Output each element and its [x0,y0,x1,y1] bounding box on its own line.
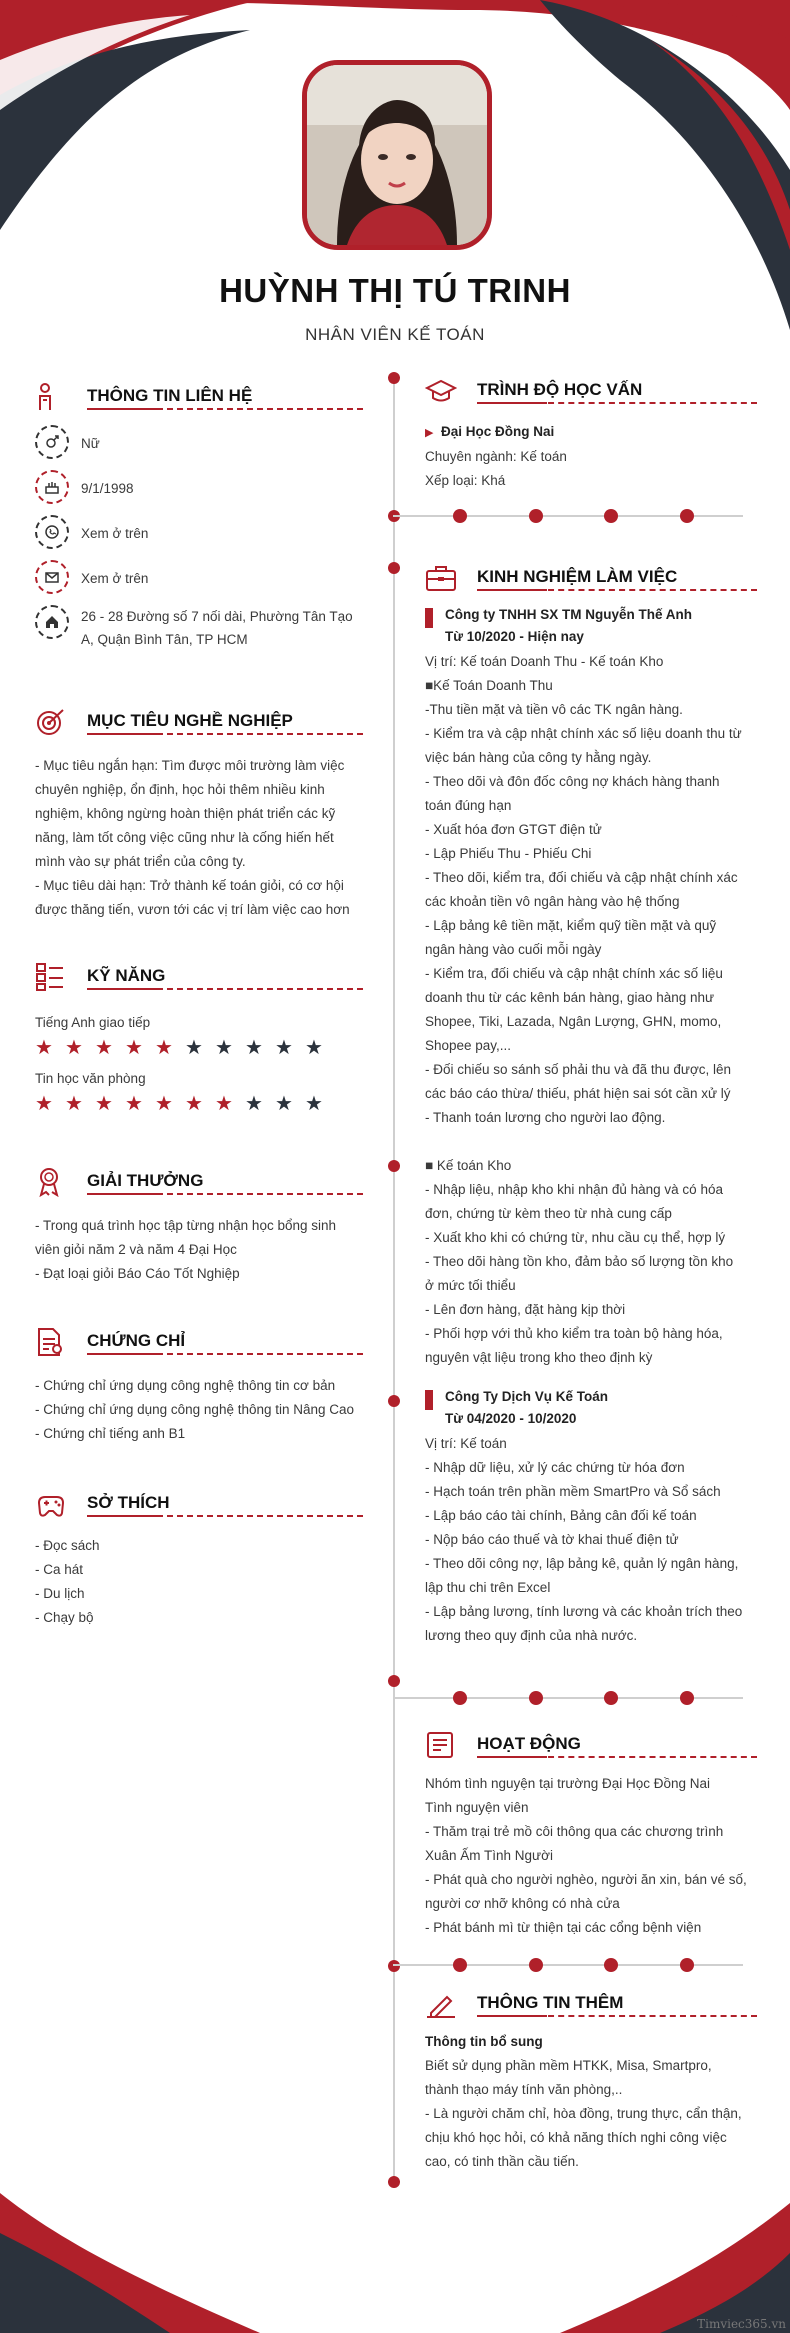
section-separator [393,1697,743,1699]
more-info-line: cao, có tinh thần cầu tiến. [425,2154,579,2169]
star-empty-icon: ★ [305,1037,323,1059]
star-filled-icon: ★ [125,1093,143,1115]
timeline-dot [388,562,400,574]
star-filled-icon: ★ [35,1093,53,1115]
award-medal-icon [35,1167,67,1197]
job-detail-line: ở mức tối thiểu [425,1278,516,1293]
job-detail-line: - Lập Phiếu Thu - Phiếu Chi [425,846,592,861]
activity-list-icon [425,1730,457,1760]
job-detail-line: - Kiểm tra, đối chiếu và cập nhật chính xác số liệu [425,966,723,981]
gender-icon [35,425,69,459]
objective-line: - Mục tiêu dài hạn: Trở thành kế toán giỏi, có cơ hội [35,878,344,893]
section-title: KỸ NĂNG [87,966,166,985]
timeline-dot [388,1395,400,1407]
awards-section-header [35,1167,363,1197]
skill-name: Tin học văn phòng [35,1071,146,1086]
education-section-header [425,376,757,406]
activities-text [425,1772,757,1940]
objective-section-header [35,707,363,737]
job-detail-line: - Theo dõi, kiểm tra, đối chiếu và cập nhật chính xác [425,870,738,885]
footer-wave-decoration [0,2193,790,2333]
company-name: Công ty TNHH SX TM Nguyễn Thế Anh [445,607,692,622]
certificates-section-header [35,1327,363,1357]
star-filled-icon: ★ [95,1093,113,1115]
skill-name: Tiếng Anh giao tiếp [35,1015,151,1030]
star-empty-icon: ★ [185,1037,203,1059]
job-detail-line: toán đúng hạn [425,798,512,813]
more-info-text [425,2054,757,2174]
contact-dob [35,470,363,510]
job-detail-line: các báo cáo thừa/ thiếu, phát hiện sai sót cần xử lý [425,1086,731,1101]
job-dates: Từ 10/2020 - Hiện nay [445,629,584,644]
job-detail-line: - Nhập liệu, nhập kho khi nhận đủ hàng và có hóa [425,1182,723,1197]
star-filled-icon: ★ [35,1037,53,1059]
job-detail-line: - Xuất hóa đơn GTGT điện tử [425,822,602,837]
objective-line: được thăng tiến, vươn tới các vị trí làm việc cao hơn [35,902,350,917]
star-filled-icon: ★ [65,1037,83,1059]
job-description [425,1432,757,1648]
hobbies-section-header [35,1489,363,1519]
job-detail-line: - Nhập dữ liệu, xử lý các chứng từ hóa đơn [425,1460,685,1475]
job-detail-line: ngân hàng vào cuối mỗi ngày [425,942,602,957]
award-line: - Đạt loại giỏi Báo Cáo Tốt Nghiệp [35,1266,240,1281]
section-underline [87,408,363,410]
skills-checklist-icon [35,962,67,992]
objective-line: mình vào sự phát triển của công ty. [35,854,246,869]
more-info-line: Biết sử dụng phần mềm HTKK, Misa, Smartpro, [425,2058,712,2073]
job-detail-line: - Hạch toán trên phần mềm SmartPro và Sổ sách [425,1484,721,1499]
experience-section-header [425,563,757,593]
job-detail-line: - Đối chiếu so sánh số phải thu và đã thu được, lên [425,1062,732,1077]
activity-line: Tình nguyện viên [425,1800,529,1815]
section-underline [477,589,757,591]
more-info-section-header [425,1989,757,2019]
section-title: SỞ THÍCH [87,1493,170,1512]
phone-value: Xem ở trên [81,526,149,541]
certificate-line: - Chứng chỉ tiếng anh B1 [35,1426,186,1441]
phone-icon [35,515,69,549]
birthday-cake-icon [35,470,69,504]
target-icon [35,707,67,737]
dob-value: 9/1/1998 [81,481,134,496]
section-title: MỤC TIÊU NGHỀ NGHIỆP [87,711,293,730]
pen-writing-icon [425,1989,457,2019]
award-line: - Trong quá trình học tập từng nhận học bổng sinh [35,1218,336,1233]
timeline-line [393,378,395,2188]
section-underline [477,2015,757,2017]
activity-line: - Phát quà cho người nghèo, người ăn xin, bán vé số, [425,1872,747,1887]
star-empty-icon: ★ [305,1093,323,1115]
objective-line: chuyên nghiệp, ổn định, học hỏi thêm nhiều kinh [35,782,325,797]
job-detail-line: - Nộp báo cáo thuế và tờ khai thuế điện tử [425,1532,679,1547]
education-grade: Xếp loại: Khá [425,473,506,488]
job-detail-line: - Lập báo cáo tài chính, Bảng cân đối kế toán [425,1508,697,1523]
job-detail-line: - Lên đơn hàng, đặt hàng kịp thời [425,1302,626,1317]
timeline-dot [388,2176,400,2188]
job-detail-line: lập thu chi trên Excel [425,1580,551,1595]
star-filled-icon: ★ [155,1093,173,1115]
section-underline [477,1756,757,1758]
address-line: A, Quận Bình Tân, TP HCM [81,632,248,647]
award-line: viên giỏi năm 2 và năm 4 Đại Học [35,1242,237,1257]
star-filled-icon: ★ [125,1037,143,1059]
job-detail-line: Shopee, Tiki, Lazada, Ngân Lượng, GHN, momo, [425,1014,722,1029]
objective-line: nghiệm, không ngừng hoàn thiện phát triển các kỹ [35,806,336,821]
watermark: Timviec365.vn [697,2317,786,2331]
contact-phone [35,515,363,555]
certificates-text [35,1374,363,1446]
briefcase-icon [425,563,457,593]
education-text [425,420,757,493]
job-description [425,650,757,1370]
section-underline [87,1353,363,1355]
section-title: CHỨNG CHỈ [87,1331,186,1350]
gender-value: Nữ [81,436,100,451]
job-detail-line: - Lập bảng kê tiền mặt, kiểm quỹ tiền mặt và quỹ [425,918,717,933]
certificate-line: - Chứng chỉ ứng dụng công nghệ thông tin cơ bản [35,1378,336,1393]
email-value: Xem ở trên [81,571,149,586]
star-filled-icon: ★ [185,1093,203,1115]
skill-rating [35,1094,325,1114]
hobby-line: - Chạy bộ [35,1610,94,1625]
more-info-line: thành thạo máy tính văn phòng,.. [425,2082,623,2097]
home-icon [35,605,69,639]
job-detail-line: ■ Kế toán Kho [425,1158,512,1173]
email-icon [35,560,69,594]
more-info-line: - Là người chăm chỉ, hòa đồng, trung thực, cẩn thận, [425,2106,742,2121]
objective-text [35,754,363,922]
job-detail-line: - Xuất kho khi có chứng từ, nhu cầu cụ thể, hợp lý [425,1230,726,1245]
job-detail-line: - Theo dõi hàng tồn kho, đảm bảo số lượng tồn kho [425,1254,734,1269]
activity-line: - Thăm trại trẻ mồ côi thông qua các chương trình [425,1824,724,1839]
job-detail-line: đơn, chứng từ kèm theo từ nhà cung cấp [425,1206,672,1221]
gamepad-heart-icon [35,1489,67,1519]
timeline-dot [388,372,400,384]
skill-rating [35,1038,325,1058]
section-separator [393,515,743,517]
person-info-icon [35,382,67,412]
section-title: KINH NGHIỆM LÀM VIỆC [477,567,678,586]
job-detail-line: - Phối hợp với thủ kho kiểm tra toàn bộ hàng hóa, [425,1326,723,1341]
job-detail-line: nguyên vật liệu trong kho theo định kỳ [425,1350,653,1365]
address-line: 26 - 28 Đường số 7 nối dài, Phường Tân Tạo [81,609,353,624]
graduation-cap-icon [425,376,457,406]
contact-email [35,560,363,600]
contact-address [35,605,363,661]
star-filled-icon: ★ [155,1037,173,1059]
star-empty-icon: ★ [245,1037,263,1059]
star-filled-icon: ★ [215,1093,233,1115]
job-dates: Từ 04/2020 - 10/2020 [445,1411,577,1426]
star-filled-icon: ★ [65,1093,83,1115]
job-detail-line: Shopee pay,... [425,1038,512,1053]
company-name: Công Ty Dịch Vụ Kế Toán [445,1389,609,1404]
hobby-line: - Du lịch [35,1586,85,1601]
certificate-line: - Chứng chỉ ứng dụng công nghệ thông tin Nâng Cao [35,1402,355,1417]
hobbies-text [35,1534,363,1630]
contact-section-header [35,382,363,412]
job-marker [425,1390,433,1410]
section-title: GIẢI THƯỞNG [87,1171,204,1190]
star-empty-icon: ★ [275,1093,293,1115]
awards-text [35,1214,363,1286]
profile-photo-illustration [307,65,487,245]
activity-line: - Phát bánh mì từ thiện tại các cổng bệnh viện [425,1920,702,1935]
section-title: THÔNG TIN THÊM [477,1993,624,2012]
timeline-dot [388,1675,400,1687]
section-underline [87,1515,363,1517]
section-separator [393,1964,743,1966]
section-title: HOẠT ĐỘNG [477,1734,581,1753]
star-filled-icon: ★ [95,1037,113,1059]
star-empty-icon: ★ [215,1037,233,1059]
job-detail-line: Vị trí: Kế toán [425,1436,507,1451]
candidate-title: NHÂN VIÊN KẾ TOÁN [305,325,485,344]
job-detail-line: -Thu tiền mặt và tiền vô các TK ngân hàng. [425,702,683,717]
job-detail-line: - Kiểm tra và cập nhật chính xác số liệu doanh thu từ [425,726,742,741]
section-title: TRÌNH ĐỘ HỌC VẤN [477,380,643,399]
star-empty-icon: ★ [245,1093,263,1115]
job-detail-line: ■Kế Toán Doanh Thu [425,678,553,693]
star-empty-icon: ★ [275,1037,293,1059]
job-detail-line: - Theo dõi công nợ, lập bảng kê, quản lý ngân hàng, [425,1556,739,1571]
skills-section-header [35,962,363,992]
activity-line: Xuân Ấm Tình Người [425,1848,553,1863]
job-detail-line: việc bán hàng của công ty hằng ngày. [425,750,652,765]
job-detail-line: - Thanh toán lương cho người lao động. [425,1110,666,1125]
bullet-icon: ▶ [425,427,434,439]
activities-section-header [425,1730,757,1760]
job-detail-line [425,1130,757,1154]
more-info-heading: Thông tin bổ sung [425,2034,543,2049]
education-major: Chuyên ngành: Kế toán [425,449,567,464]
section-title: THÔNG TIN LIÊN HỆ [87,386,253,405]
address-value [81,605,363,651]
school-name: ▶ Đại Học Đồng Nai [425,424,555,439]
objective-line: - Mục tiêu ngắn hạn: Tìm được môi trường làm việc [35,758,345,773]
job-marker [425,608,433,628]
activity-line: Nhóm tình nguyện tại trường Đại Học Đồng Nai [425,1776,711,1791]
section-underline [87,988,363,990]
contact-gender [35,425,363,465]
timeline-dot [388,1160,400,1172]
job-detail-line: Vị trí: Kế toán Doanh Thu - Kế toán Kho [425,654,664,669]
job-detail-line: - Theo dõi và đôn đốc công nợ khách hàng thanh [425,774,720,789]
profile-photo [302,60,492,250]
hobby-line: - Ca hát [35,1562,84,1577]
job-detail-line: doanh thu từ các kênh bán hàng, giao hàng như [425,990,715,1005]
activity-line: người cơ nhỡ không có nhà cửa [425,1896,620,1911]
job-detail-line: lương theo quy định của nhà nước. [425,1628,638,1643]
certificate-icon [35,1327,67,1357]
hobby-line: - Đọc sách [35,1538,100,1553]
section-underline [87,1193,363,1195]
section-underline [477,402,757,404]
more-info-line: chịu khó học hỏi, có khả năng thích nghi công việc [425,2130,727,2145]
job-detail-line: - Lập bảng lương, tính lương và các khoản trích theo [425,1604,743,1619]
timeline-dot [388,1960,400,1972]
section-underline [87,733,363,735]
job-detail-line: các khoản tiền vô ngân hàng vào hệ thống [425,894,680,909]
objective-line: năng, làm tốt công việc cũng như là cống hiến hết [35,830,334,845]
candidate-name: HUỲNH THỊ TÚ TRINH [219,272,571,309]
